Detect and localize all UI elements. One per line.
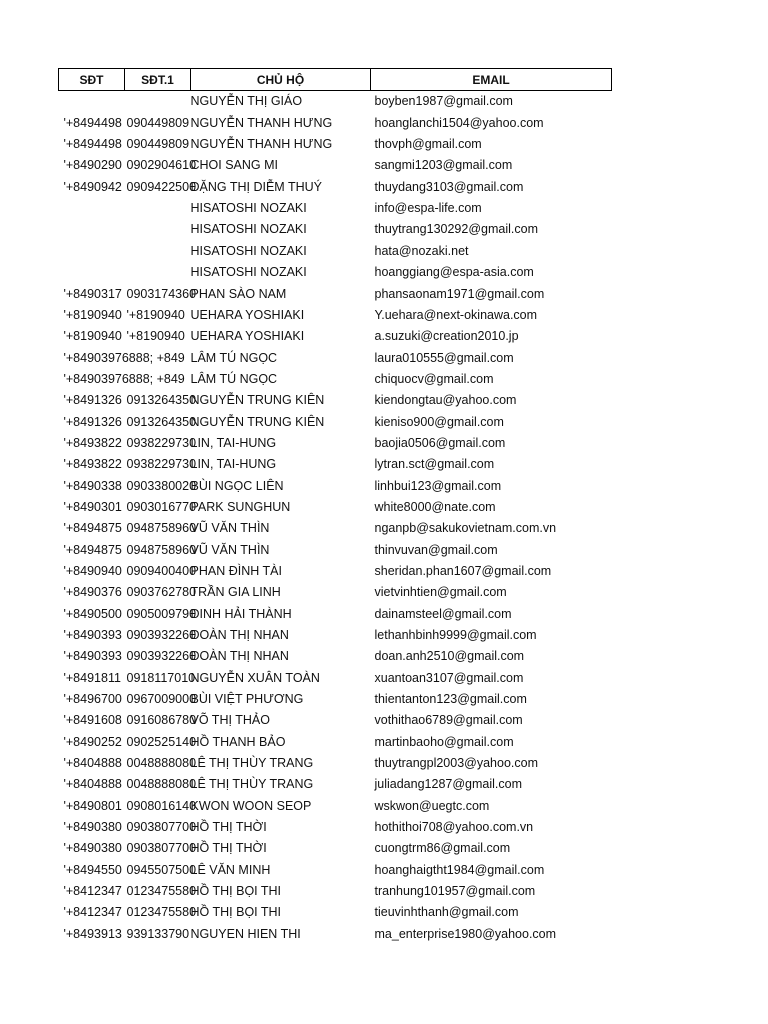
cell-email[interactable]: vietvinhtien@gmail.com bbox=[374, 585, 507, 600]
cell-email[interactable]: hata@nozaki.net bbox=[374, 243, 469, 258]
table-row bbox=[59, 881, 612, 902]
table-row bbox=[59, 625, 612, 646]
table-row bbox=[59, 262, 612, 283]
header-sdt[interactable]: SĐT bbox=[59, 69, 125, 91]
cell-email[interactable]: nganpb@sakukovietnam.com.vn bbox=[374, 521, 557, 536]
table-row bbox=[59, 902, 612, 923]
table-row bbox=[59, 646, 612, 667]
table-row bbox=[59, 774, 612, 795]
cell-email[interactable]: xuantoan3107@gmail.com bbox=[374, 670, 524, 685]
cell-chu-ho[interactable]: HISATOSHI NOZAKI bbox=[190, 222, 307, 237]
cell-sdt1[interactable]: 0909400400 bbox=[126, 563, 197, 578]
cell-email[interactable]: hoanglanchi1504@yahoo.com bbox=[374, 115, 544, 130]
table-row bbox=[59, 518, 612, 539]
cell-chu-ho[interactable]: KWON WOON SEOP bbox=[190, 798, 312, 813]
cell-sdt[interactable]: '+8490801 bbox=[63, 798, 122, 813]
cell-email[interactable]: laura010555@gmail.com bbox=[374, 350, 514, 365]
cell-sdt1[interactable]: 0903762780 bbox=[126, 585, 197, 600]
cell-chu-ho[interactable]: PHAN ĐÌNH TÀI bbox=[190, 563, 282, 578]
cell-sdt[interactable]: '+8491811 bbox=[63, 670, 121, 685]
cell-sdt1[interactable]: '+8190940 bbox=[126, 329, 185, 344]
cell-sdt1[interactable]: 0903807700 bbox=[126, 841, 197, 856]
cell-sdt1[interactable]: 0916086780 bbox=[126, 713, 197, 728]
cell-chu-ho[interactable]: HỒ THỊ THỜI bbox=[190, 820, 267, 835]
table-row bbox=[59, 561, 612, 582]
cell-chu-ho[interactable]: CHOI SANG MI bbox=[190, 158, 279, 173]
table-row bbox=[59, 859, 612, 880]
cell-email[interactable]: cuongtrm86@gmail.com bbox=[374, 841, 511, 856]
table-row bbox=[59, 433, 612, 454]
table-row bbox=[59, 219, 612, 240]
table-row bbox=[59, 155, 612, 176]
cell-email[interactable]: vothithao6789@gmail.com bbox=[374, 713, 523, 728]
cell-sdt[interactable]: '+8490942 bbox=[63, 179, 122, 194]
cell-chu-ho[interactable]: VŨ VĂN THÌN bbox=[190, 521, 270, 536]
cell-chu-ho[interactable]: NGUYỄN XUÂN TOÀN bbox=[190, 670, 320, 685]
cell-email[interactable]: thuytrang130292@gmail.com bbox=[374, 222, 538, 237]
cell-sdt1[interactable]: 0948758960 bbox=[126, 542, 197, 557]
table-row bbox=[59, 347, 612, 368]
cell-sdt1[interactable]: '+8190940 bbox=[126, 307, 185, 322]
cell-chu-ho[interactable]: VÕ THỊ THẢO bbox=[190, 713, 270, 728]
cell-chu-ho[interactable]: ĐẶNG THỊ DIỄM THUÝ bbox=[190, 179, 322, 194]
table-row bbox=[59, 817, 612, 838]
cell-email[interactable]: hothithoi708@yahoo.com.vn bbox=[374, 820, 534, 835]
cell-email[interactable]: thientanton123@gmail.com bbox=[374, 692, 527, 707]
cell-sdt1[interactable]: 0902525140 bbox=[126, 734, 197, 749]
cell-sdt[interactable]: '+8490290 bbox=[63, 158, 122, 173]
table-row bbox=[59, 710, 612, 731]
cell-chu-ho[interactable]: NGUYỄN TRUNG KIÊN bbox=[190, 393, 325, 408]
cell-sdt1[interactable]: 939133790 bbox=[126, 926, 190, 941]
header-chu-ho[interactable]: CHỦ HỘ bbox=[191, 69, 371, 91]
cell-email[interactable]: juliadang1287@gmail.com bbox=[374, 777, 522, 792]
table-row bbox=[59, 240, 612, 261]
table-row bbox=[59, 176, 612, 197]
cell-sdt1[interactable]: 0938229730 bbox=[126, 457, 197, 472]
cell-email[interactable]: tieuvinhthanh@gmail.com bbox=[374, 905, 519, 920]
cell-sdt1[interactable] bbox=[125, 198, 191, 219]
cell-chu-ho[interactable]: NGUYỄN THỊ GIÁO bbox=[190, 94, 303, 109]
cell-sdt1[interactable]: 0048888080 bbox=[126, 756, 197, 771]
cell-sdt[interactable] bbox=[59, 91, 125, 113]
cell-chu-ho[interactable]: HỒ THỊ THỜI bbox=[190, 841, 267, 856]
cell-sdt1[interactable]: 0945507500 bbox=[126, 862, 197, 877]
cell-sdt[interactable]: '+8491326 bbox=[63, 393, 122, 408]
cell-sdt1[interactable]: 0902904610 bbox=[126, 158, 197, 173]
cell-sdt1[interactable]: 090449809 bbox=[126, 137, 190, 152]
cell-chu-ho[interactable]: LIN, TAI-HUNG bbox=[190, 435, 277, 450]
table-row bbox=[59, 667, 612, 688]
cell-email[interactable]: lytran.sct@gmail.com bbox=[374, 457, 495, 472]
cell-chu-ho[interactable]: NGUYỄN THANH HƯNG bbox=[190, 137, 333, 152]
cell-sdt[interactable]: '+8491608 bbox=[63, 713, 122, 728]
cell-sdt[interactable]: '+8490380 bbox=[63, 841, 122, 856]
cell-sdt1[interactable]: 0909422500 bbox=[126, 179, 197, 194]
cell-sdt[interactable]: '+8412347 bbox=[63, 884, 122, 899]
table-row bbox=[59, 411, 612, 432]
cell-sdt1[interactable]: 0903807700 bbox=[126, 820, 197, 835]
cell-sdt1[interactable]: 0948758960 bbox=[126, 521, 197, 536]
cell-sdt1[interactable]: 0913264350 bbox=[126, 414, 197, 429]
cell-sdt[interactable]: '+8404888 bbox=[63, 777, 122, 792]
cell-sdt1[interactable]: 0123475580 bbox=[126, 884, 197, 899]
cell-email[interactable]: hoanghaigtht1984@gmail.com bbox=[374, 862, 545, 877]
cell-sdt[interactable]: '+8490376 bbox=[63, 585, 122, 600]
cell-sdt[interactable] bbox=[59, 198, 125, 219]
header-row bbox=[59, 69, 612, 91]
cell-chu-ho[interactable]: NGUYỄN THANH HƯNG bbox=[190, 115, 333, 130]
cell-sdt1[interactable]: 090449809 bbox=[126, 115, 190, 130]
cell-chu-ho[interactable]: NGUYEN HIEN THI bbox=[190, 926, 301, 941]
cell-chu-ho[interactable]: BÙI NGỌC LIÊN bbox=[190, 478, 284, 493]
table-row bbox=[59, 134, 612, 155]
cell-chu-ho[interactable]: NGUYỄN TRUNG KIÊN bbox=[190, 414, 325, 429]
cell-email[interactable]: martinbaoho@gmail.com bbox=[374, 734, 514, 749]
cell-email[interactable]: sangmi1203@gmail.com bbox=[374, 158, 513, 173]
cell-sdt[interactable]: '+8491326 bbox=[63, 414, 122, 429]
table-row bbox=[59, 731, 612, 752]
cell-chu-ho[interactable]: VŨ VĂN THÌN bbox=[190, 542, 270, 557]
cell-sdt[interactable]: '+8490317 bbox=[63, 286, 122, 301]
cell-sdt[interactable]: '+8490380 bbox=[63, 820, 122, 835]
cell-chu-ho[interactable]: UEHARA YOSHIAKI bbox=[190, 307, 305, 322]
cell-email[interactable]: chiquocv@gmail.com bbox=[374, 371, 494, 386]
cell-sdt[interactable]: '+8412347 bbox=[63, 905, 122, 920]
table-row bbox=[59, 304, 612, 325]
cell-sdt1[interactable]: 0967009000 bbox=[126, 692, 197, 707]
table-row bbox=[59, 838, 612, 859]
cell-sdt[interactable]: '+8190940 bbox=[63, 329, 122, 344]
cell-email[interactable]: tranhung101957@gmail.com bbox=[374, 884, 536, 899]
table-row bbox=[59, 689, 612, 710]
cell-email[interactable]: linhbui123@gmail.com bbox=[374, 478, 502, 493]
cell-sdt[interactable]: '+8494875 bbox=[63, 542, 122, 557]
cell-sdt1[interactable]: 0048888080 bbox=[126, 777, 197, 792]
cell-chu-ho[interactable]: LÊ VĂN MINH bbox=[190, 862, 271, 877]
cell-sdt[interactable]: '+8493822 bbox=[63, 435, 122, 450]
table-row bbox=[59, 539, 612, 560]
cell-sdt[interactable]: '+8496700 bbox=[63, 692, 122, 707]
cell-sdt1[interactable]: 0913264350 bbox=[126, 393, 197, 408]
cell-chu-ho[interactable]: LIN, TAI-HUNG bbox=[190, 457, 277, 472]
cell-chu-ho[interactable]: PARK SUNGHUN bbox=[190, 499, 291, 514]
table-row bbox=[59, 475, 612, 496]
cell-email[interactable]: boyben1987@gmail.com bbox=[374, 94, 513, 109]
cell-chu-ho[interactable]: TRẦN GIA LINH bbox=[190, 585, 281, 600]
cell-sdt[interactable]: '+8494875 bbox=[63, 521, 122, 536]
cell-sdt1[interactable] bbox=[125, 219, 191, 240]
cell-sdt[interactable]: '+8490301 bbox=[63, 499, 122, 514]
table-header bbox=[59, 69, 612, 91]
cell-chu-ho[interactable]: HỒ THỊ BỌI THI bbox=[190, 884, 282, 899]
cell-email[interactable]: baojia0506@gmail.com bbox=[374, 435, 506, 450]
cell-sdt[interactable] bbox=[59, 262, 125, 283]
cell-email[interactable]: a.suzuki@creation2010.jp bbox=[374, 329, 519, 344]
cell-sdt1[interactable]: 0903932260 bbox=[126, 628, 197, 643]
cell-sdt1[interactable] bbox=[125, 91, 191, 113]
table-row bbox=[59, 795, 612, 816]
cell-sdt[interactable]: '+8494550 bbox=[63, 862, 122, 877]
header-sdt1[interactable]: SĐT.1 bbox=[125, 69, 191, 91]
cell-email[interactable]: thuydang3103@gmail.com bbox=[374, 179, 524, 194]
cell-chu-ho[interactable]: PHAN SÀO NAM bbox=[190, 286, 287, 301]
cell-chu-ho[interactable]: HỒ THANH BẢO bbox=[190, 734, 286, 749]
table-row bbox=[59, 112, 612, 133]
cell-chu-ho[interactable]: HISATOSHI NOZAKI bbox=[190, 265, 307, 280]
cell-chu-ho[interactable]: LÊ THỊ THÙY TRANG bbox=[190, 756, 314, 771]
cell-chu-ho[interactable]: HISATOSHI NOZAKI bbox=[190, 201, 307, 216]
cell-email[interactable]: Y.uehara@next-okinawa.com bbox=[374, 307, 538, 322]
contacts-table bbox=[58, 68, 612, 945]
cell-chu-ho[interactable]: ĐOÀN THỊ NHAN bbox=[190, 649, 289, 664]
cell-sdt[interactable]: '+8493822 bbox=[63, 457, 122, 472]
cell-email[interactable]: thinvuvan@gmail.com bbox=[374, 542, 498, 557]
cell-sdt[interactable] bbox=[59, 219, 125, 240]
cell-sdt1[interactable]: 0903932260 bbox=[126, 649, 197, 664]
table-row bbox=[59, 326, 612, 347]
cell-email[interactable]: info@espa-life.com bbox=[374, 201, 482, 216]
table-row bbox=[59, 582, 612, 603]
cell-chu-ho[interactable]: LÂM TÚ NGỌC bbox=[190, 350, 278, 365]
table-row bbox=[59, 283, 612, 304]
cell-email[interactable]: thovph@gmail.com bbox=[374, 137, 482, 152]
header-email[interactable]: EMAIL bbox=[371, 69, 612, 91]
cell-sdt[interactable]: '+8493913 bbox=[63, 926, 122, 941]
cell-email[interactable]: dainamsteel@gmail.com bbox=[374, 606, 512, 621]
cell-chu-ho[interactable]: LÂM TÚ NGỌC bbox=[190, 371, 278, 386]
table-row bbox=[59, 91, 612, 113]
cell-chu-ho[interactable]: ĐOÀN THỊ NHAN bbox=[190, 628, 289, 643]
cell-sdt1[interactable]: 0123475580 bbox=[126, 905, 197, 920]
cell-email[interactable]: wskwon@uegtc.com bbox=[374, 798, 490, 813]
cell-sdt[interactable]: '+8490393 bbox=[63, 649, 122, 664]
cell-sdt[interactable]: '+8490940 bbox=[63, 563, 122, 578]
table-body bbox=[59, 91, 612, 945]
cell-sdt[interactable]: '+84903976888; +849 bbox=[63, 371, 185, 386]
cell-sdt1[interactable]: 0903016770 bbox=[126, 499, 197, 514]
table-row bbox=[59, 368, 612, 389]
cell-email[interactable]: thuytrangpl2003@yahoo.com bbox=[374, 756, 538, 771]
cell-chu-ho[interactable]: UEHARA YOSHIAKI bbox=[190, 329, 305, 344]
cell-chu-ho[interactable]: BÙI VIỆT PHƯƠNG bbox=[190, 692, 304, 707]
cell-email[interactable]: hoanggiang@espa-asia.com bbox=[374, 265, 534, 280]
table-row bbox=[59, 198, 612, 219]
cell-sdt1[interactable]: 0918117010 bbox=[126, 670, 196, 685]
cell-chu-ho[interactable]: HISATOSHI NOZAKI bbox=[190, 243, 307, 258]
cell-sdt[interactable]: '+8490500 bbox=[63, 606, 122, 621]
cell-sdt1[interactable]: 0908016140 bbox=[126, 798, 197, 813]
cell-email[interactable]: lethanhbinh9999@gmail.com bbox=[374, 628, 537, 643]
cell-chu-ho[interactable]: ĐINH HẢI THÀNH bbox=[190, 606, 292, 621]
cell-sdt1[interactable]: 0903380020 bbox=[126, 478, 197, 493]
cell-sdt[interactable]: '+8190940 bbox=[63, 307, 122, 322]
cell-email[interactable]: white8000@nate.com bbox=[374, 499, 496, 514]
table-row bbox=[59, 390, 612, 411]
cell-email[interactable]: doan.anh2510@gmail.com bbox=[374, 649, 525, 664]
table-row bbox=[59, 923, 612, 944]
cell-sdt1[interactable]: 0903174360 bbox=[126, 286, 197, 301]
cell-sdt1[interactable] bbox=[125, 262, 191, 283]
cell-sdt[interactable]: '+8490393 bbox=[63, 628, 122, 643]
cell-email[interactable]: ma_enterprise1980@yahoo.com bbox=[374, 926, 557, 941]
cell-sdt[interactable]: '+8490338 bbox=[63, 478, 122, 493]
table-row bbox=[59, 603, 612, 624]
cell-email[interactable]: phansaonam1971@gmail.com bbox=[374, 286, 545, 301]
cell-sdt[interactable]: '+8494498 bbox=[63, 137, 122, 152]
cell-sdt[interactable] bbox=[59, 240, 125, 261]
cell-sdt[interactable]: '+8490252 bbox=[63, 734, 122, 749]
table-row bbox=[59, 753, 612, 774]
cell-chu-ho[interactable]: LÊ THỊ THÙY TRANG bbox=[190, 777, 314, 792]
cell-chu-ho[interactable]: HỒ THỊ BỌI THI bbox=[190, 905, 282, 920]
cell-sdt[interactable]: '+84903976888; +849 bbox=[63, 350, 185, 365]
cell-email[interactable]: sheridan.phan1607@gmail.com bbox=[374, 563, 552, 578]
cell-sdt1[interactable]: 0905009790 bbox=[126, 606, 197, 621]
cell-email[interactable]: kiendongtau@yahoo.com bbox=[374, 393, 517, 408]
cell-sdt1[interactable]: 0938229730 bbox=[126, 435, 197, 450]
cell-email[interactable]: kieniso900@gmail.com bbox=[374, 414, 504, 429]
table-row bbox=[59, 497, 612, 518]
cell-sdt[interactable]: '+8494498 bbox=[63, 115, 122, 130]
table-row bbox=[59, 454, 612, 475]
cell-sdt1[interactable] bbox=[125, 240, 191, 261]
cell-sdt[interactable]: '+8404888 bbox=[63, 756, 122, 771]
